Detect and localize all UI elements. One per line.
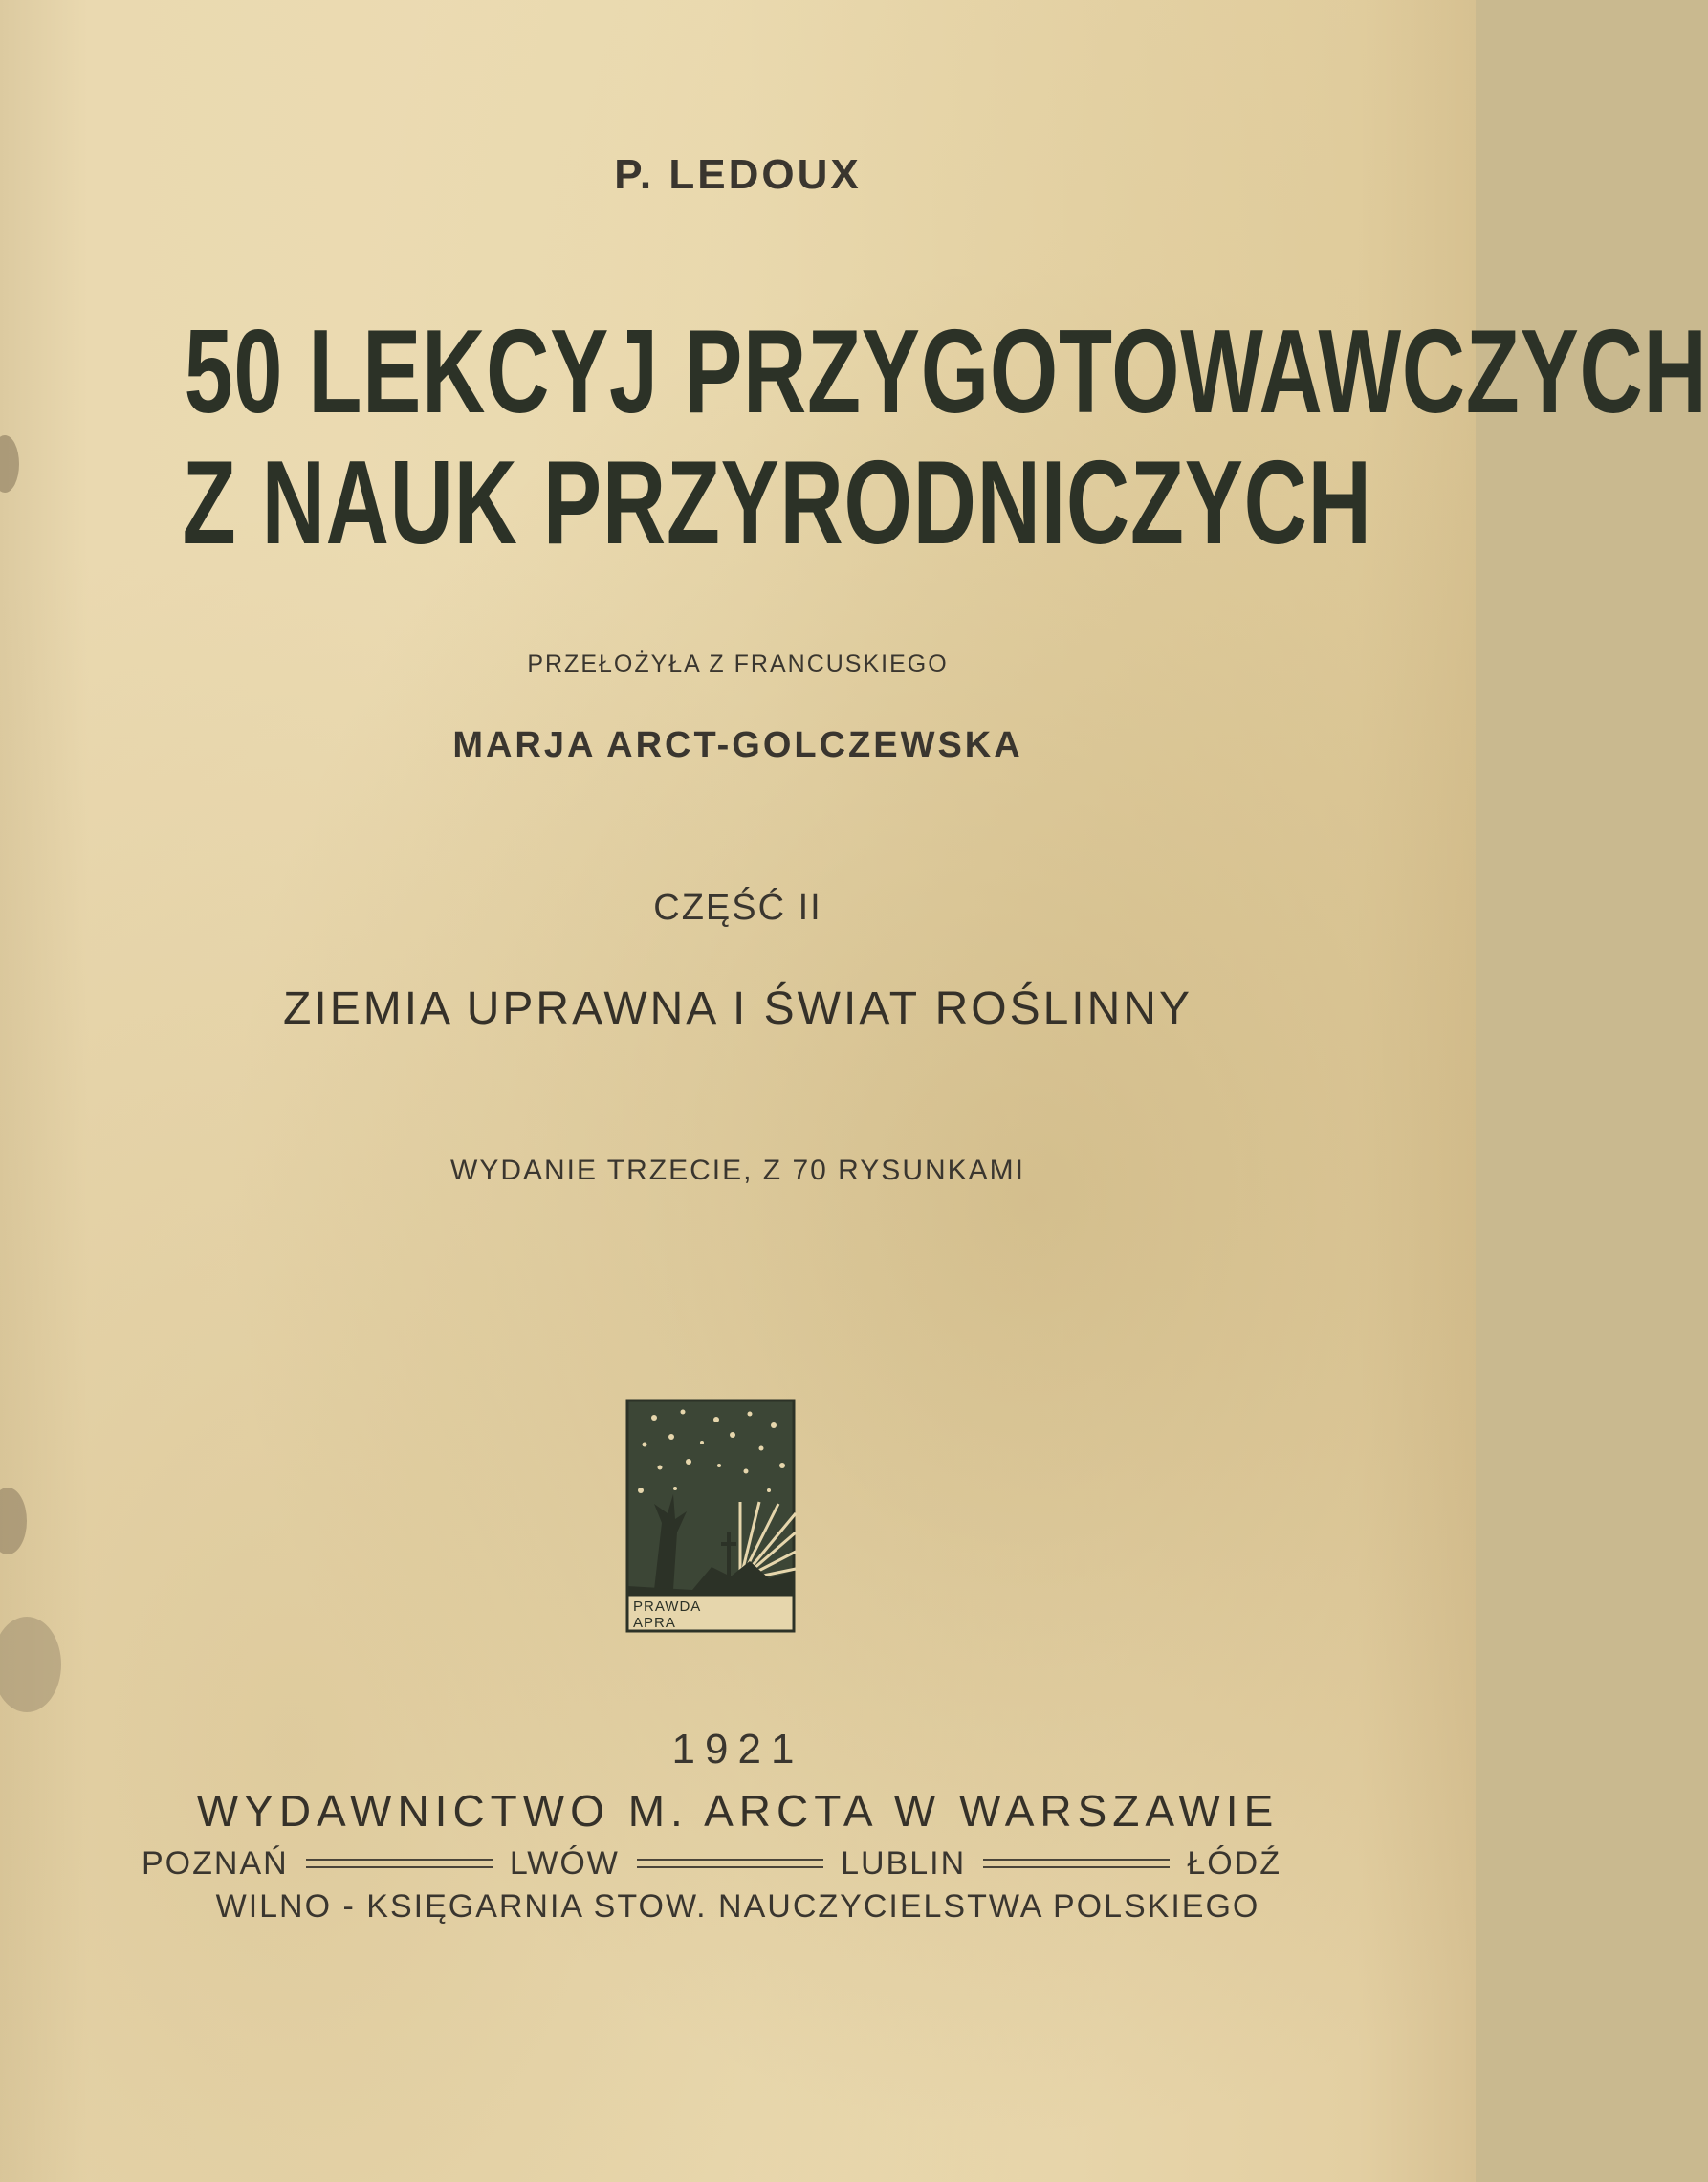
emblem-motto-line-1: PRAWDA [633, 1598, 702, 1615]
city-lwow: LWÓW [509, 1844, 620, 1882]
edition-note: WYDANIE TRZECIE, Z 70 RYSUNKAMI [450, 1155, 1025, 1186]
city-lodz: ŁÓDŹ [1187, 1844, 1282, 1882]
book-title-line-2: Z NAUK PRZYRODNICZYCH [182, 437, 1372, 569]
bookstore-line: WILNO - KSIĘGARNIA STOW. NAUCZYCIELSTWA POLSKIEGO [215, 1888, 1260, 1925]
publication-year: 1921 [671, 1726, 804, 1773]
book-subtitle: ZIEMIA UPRAWNA I ŚWIAT ROŚLINNY [283, 983, 1193, 1034]
author-name: P. LEDOUX [614, 151, 862, 198]
binding-stain [0, 1488, 27, 1554]
city-separator [637, 1859, 823, 1868]
city-poznan: POZNAŃ [142, 1844, 289, 1882]
binding-stain [0, 435, 19, 493]
binding-stain [0, 1617, 61, 1712]
translator-name: MARJA ARCT-GOLCZEWSKA [452, 725, 1023, 765]
tree-and-sun-emblem-icon [625, 1399, 796, 1633]
city-separator [983, 1859, 1170, 1868]
city-lublin: LUBLIN [841, 1844, 967, 1882]
translated-from-label: PRZEŁOŻYŁA Z FRANCUSKIEGO [527, 650, 949, 677]
publisher-cities [142, 1841, 1281, 1885]
city-separator [306, 1859, 493, 1868]
part-number: CZĘŚĆ II [653, 888, 822, 928]
emblem-motto-line-2: APRA [633, 1615, 676, 1631]
book-title-line-1: 50 LEKCYJ PRZYGOTOWAWCZYCH [184, 306, 1708, 438]
publisher-name: WYDAWNICTWO M. ARCTA W WARSZAWIE [196, 1786, 1280, 1836]
